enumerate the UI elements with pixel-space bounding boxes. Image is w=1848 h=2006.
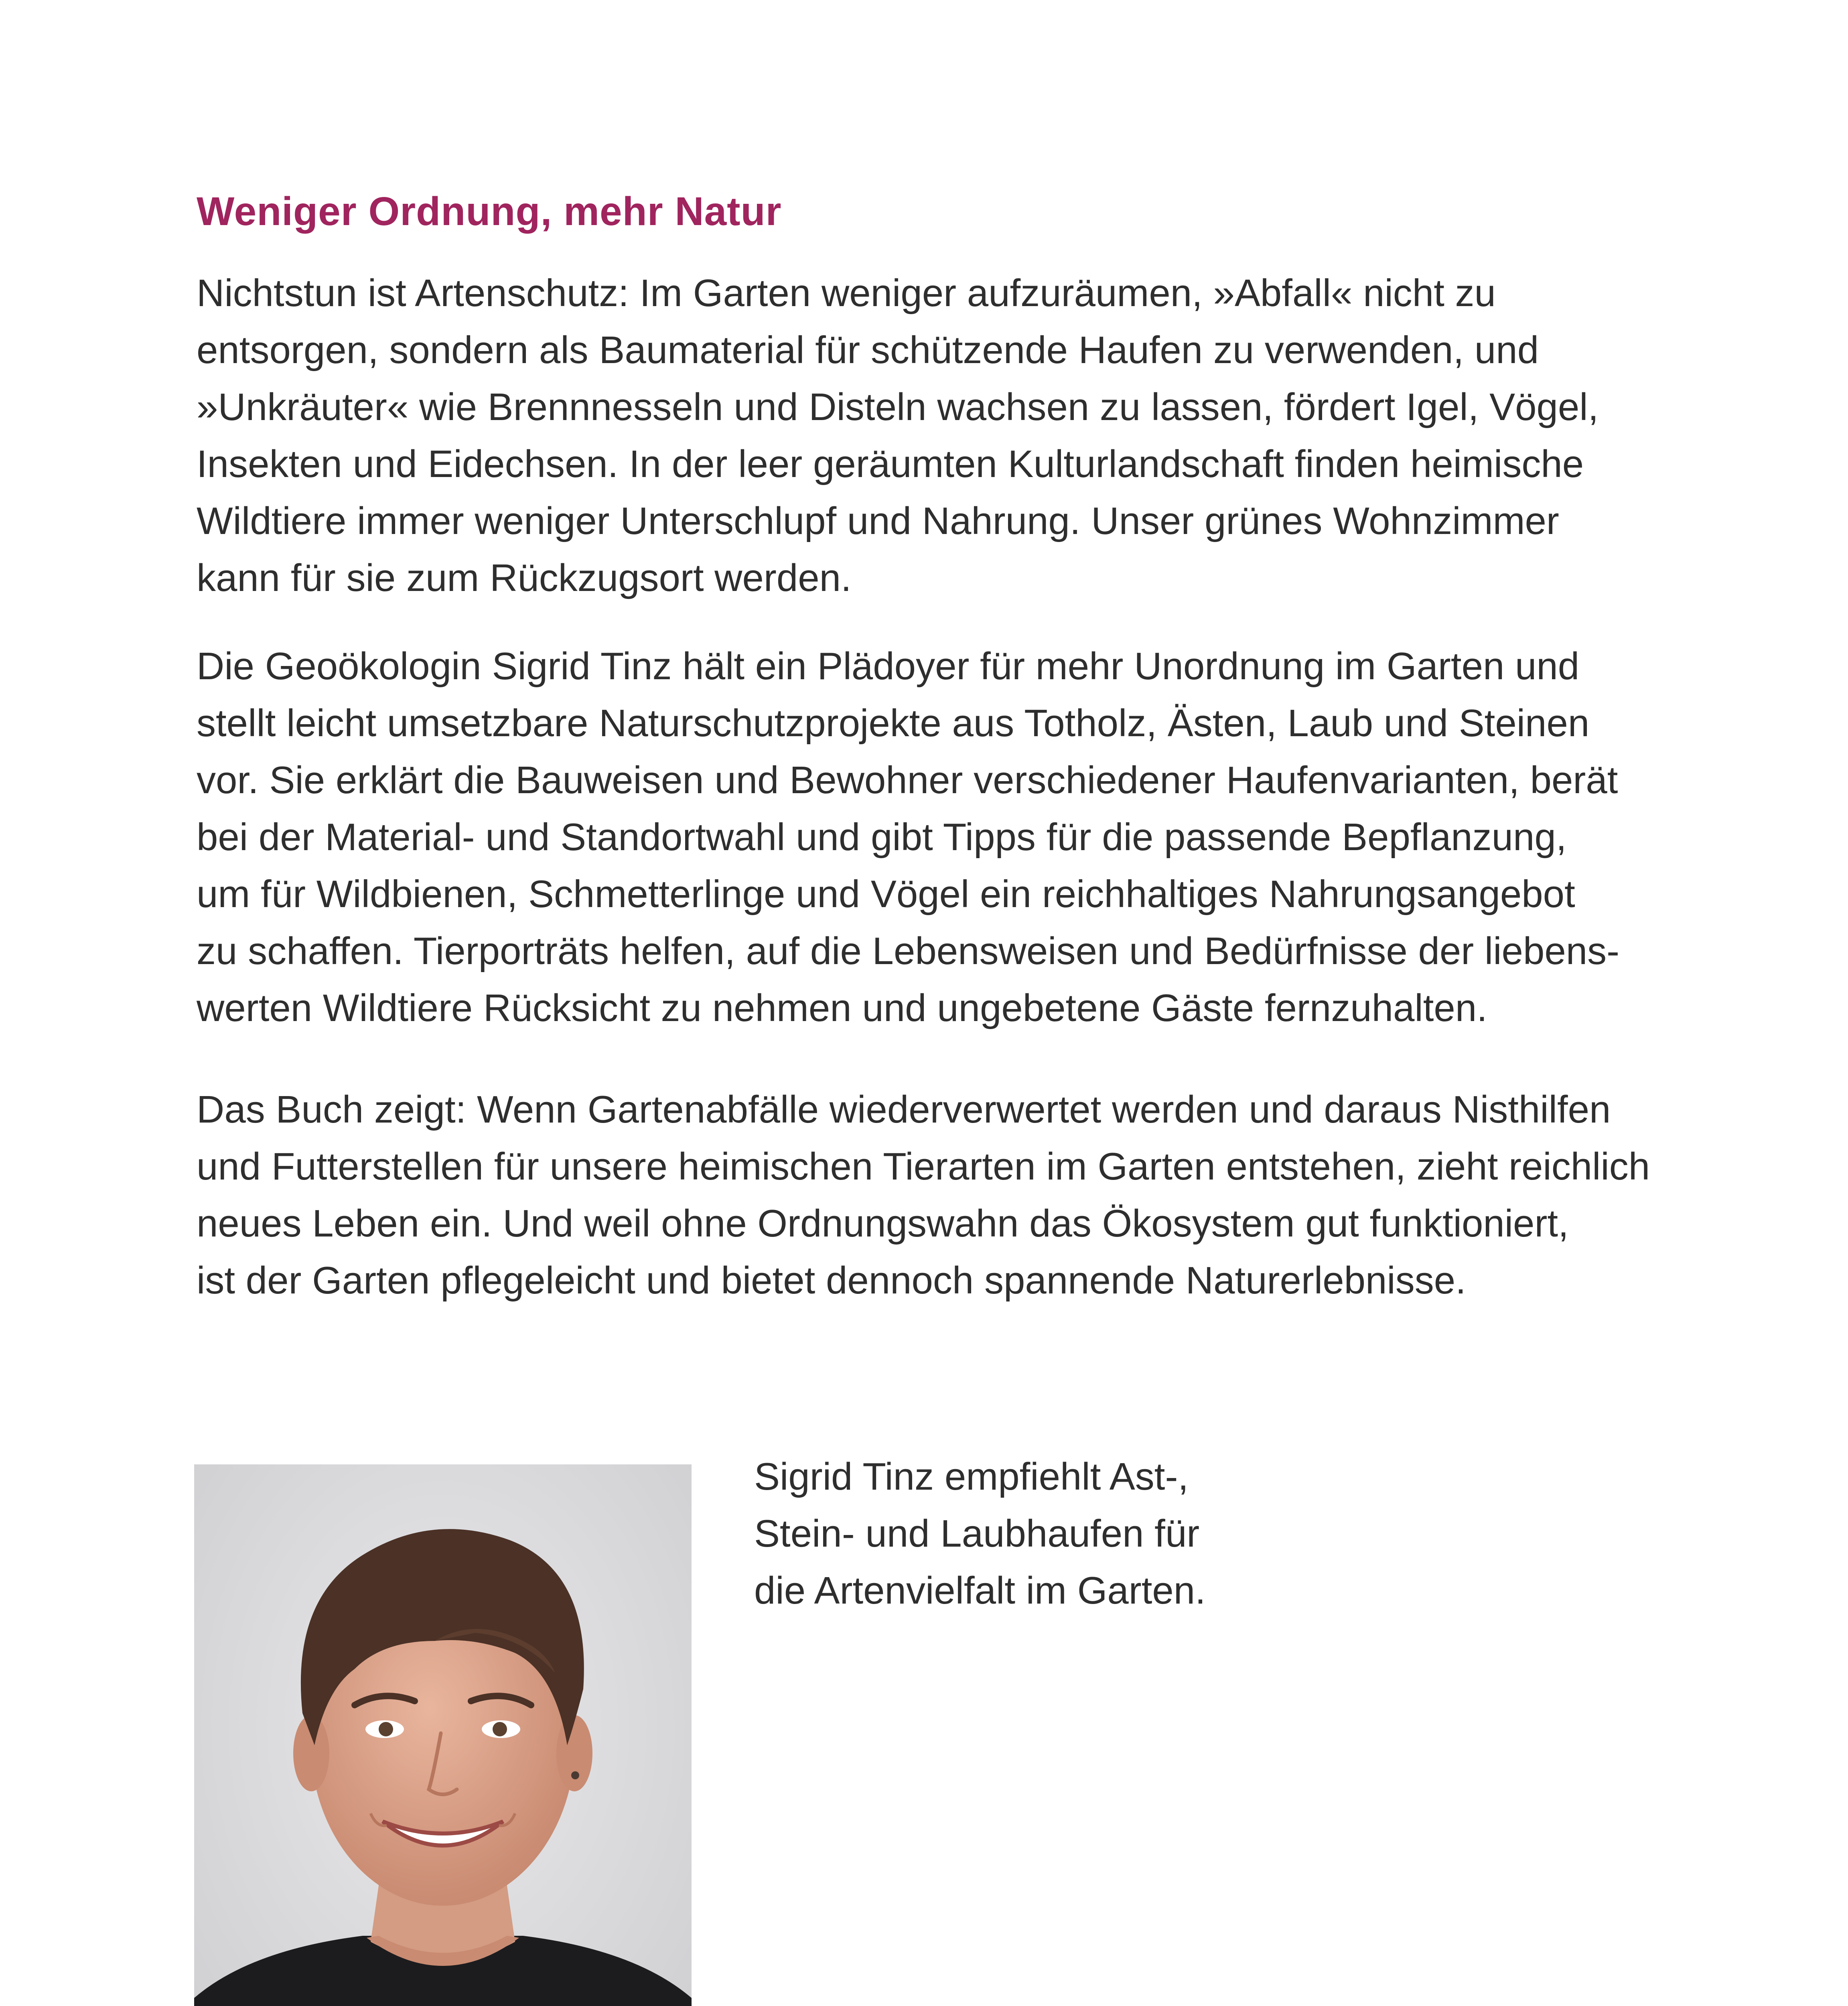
text-line: werten Wildtiere Rücksicht zu nehmen und ungebetene Gäste fernzuhalten.: [197, 987, 1487, 1029]
paragraph-2: [197, 638, 1649, 1037]
paragraph-1: [197, 265, 1649, 607]
text-line: kann für sie zum Rückzugsort werden.: [197, 556, 852, 599]
photo-caption: [754, 1448, 1206, 1619]
page-title: Weniger Ordnung, mehr Natur: [197, 189, 782, 234]
text-line: Wildtiere immer weniger Unterschlupf und Nahrung. Unser grünes Wohnzimmer: [197, 499, 1559, 542]
text-line: zu schaffen. Tierporträts helfen, auf die Lebensweisen und Bedürfnisse der liebens-: [197, 930, 1620, 973]
text-line: um für Wildbienen, Schmetterlinge und Vögel ein reichhaltiges Nahrungsangebot: [197, 873, 1575, 916]
text-line: »Unkräuter« wie Brennnesseln und Disteln wachsen zu lassen, fördert Igel, Vögel,: [197, 386, 1599, 428]
text-line: Das Buch zeigt: Wenn Gartenabfälle wiederverwertet werden und daraus Nisthilfen: [197, 1088, 1611, 1131]
text-line: Die Geoökologin Sigrid Tinz hält ein Plädoyer für mehr Unordnung im Garten und: [197, 645, 1580, 688]
text-line: stellt leicht umsetzbare Naturschutzprojekte aus Totholz, Ästen, Laub und Steinen: [197, 702, 1590, 745]
paragraph-3: [197, 1081, 1649, 1309]
text-line: entsorgen, sondern als Baumaterial für schützende Haufen zu verwenden, und: [197, 329, 1539, 372]
caption-line: Stein- und Laubhaufen für: [754, 1512, 1200, 1555]
text-line: und Futterstellen für unsere heimischen Tierarten im Garten entstehen, zieht reichlich: [197, 1145, 1650, 1188]
text-line: neues Leben ein. Und weil ohne Ordnungswahn das Ökosystem gut funktioniert,: [197, 1202, 1569, 1245]
caption-line: Sigrid Tinz empfiehlt Ast-,: [754, 1455, 1189, 1498]
text-line: bei der Material- und Standortwahl und gibt Tipps für die passende Bepflanzung,: [197, 816, 1567, 859]
author-photo: [194, 1464, 692, 2006]
text-line: Nichtstun ist Artenschutz: Im Garten weniger aufzuräumen, »Abfall« nicht zu: [197, 272, 1496, 315]
caption-line: die Artenvielfalt im Garten.: [754, 1569, 1206, 1612]
text-line: ist der Garten pflegeleicht und bietet dennoch spannende Naturerlebnisse.: [197, 1259, 1466, 1302]
text-line: Insekten und Eidechsen. In der leer geräumten Kulturlandschaft finden heimische: [197, 443, 1584, 485]
text-line: vor. Sie erklärt die Bauweisen und Bewohner verschiedener Haufenvarianten, berät: [197, 759, 1618, 802]
